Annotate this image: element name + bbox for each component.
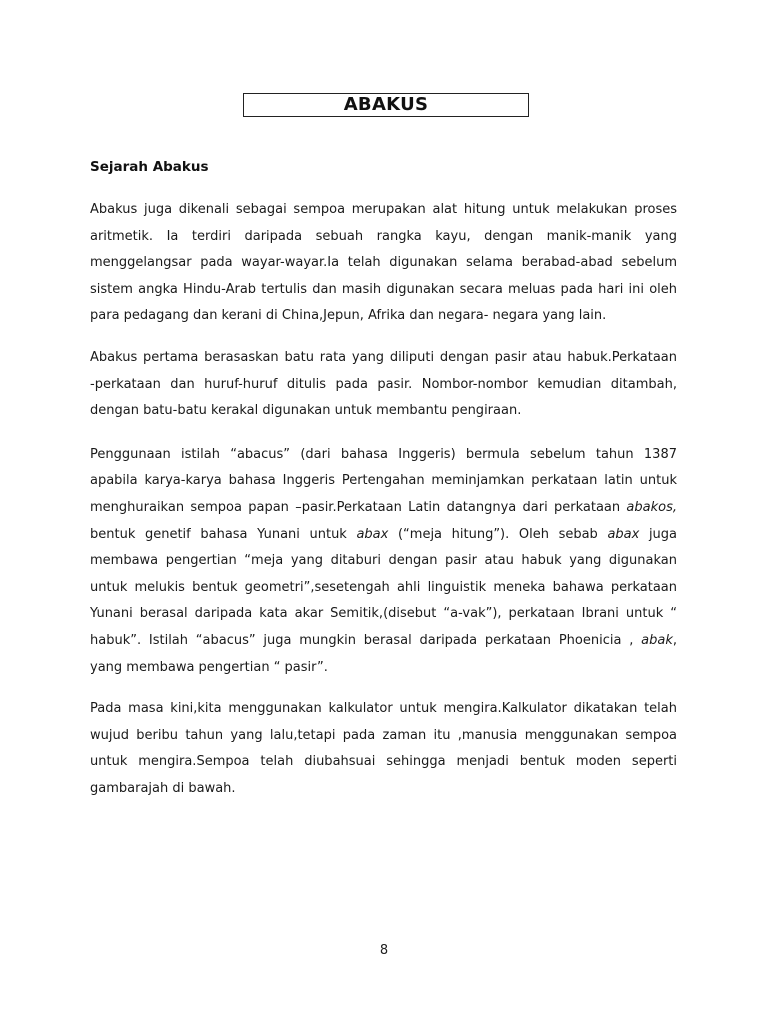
paragraph-3 xyxy=(90,442,677,681)
page-number: 8 xyxy=(379,943,389,958)
text-line: aritmetik. Ia terdiri daripada sebuah rangka kayu, dengan manik-manik yang xyxy=(90,228,677,244)
paragraph-2 xyxy=(90,345,677,425)
text-line: untuk mengira.Sempoa telah diubahsuai sehingga menjadi bentuk moden seperti xyxy=(90,754,677,770)
text-line xyxy=(90,495,677,522)
text-line: wujud beribu tahun yang lalu,tetapi pada zaman itu ,manusia menggunakan sempoa xyxy=(90,727,677,743)
paragraph-4 xyxy=(90,696,677,802)
body-text xyxy=(90,197,677,820)
text-run: habuk”. Istilah “abacus” juga mungkin berasal daripada perkataan Phoenicia , xyxy=(90,632,642,648)
text-line: dengan batu-batu kerakal digunakan untuk membantu pengiraan. xyxy=(90,403,522,419)
section-heading: Sejarah Abakus xyxy=(90,159,209,175)
page-title: ABAKUS xyxy=(243,93,529,117)
text-line xyxy=(90,628,677,655)
text-line: para pedagang dan kerani di China,Jepun, Afrika dan negara- negara yang lain. xyxy=(90,308,607,324)
text-line: gambarajah di bawah. xyxy=(90,780,236,796)
italic-term: abak xyxy=(641,632,673,648)
text-run: bentuk genetif bahasa Yunani untuk xyxy=(90,526,357,542)
text-line: Yunani berasal daripada kata akar Semitik,(disebut “a-vak”), perkataan Ibrani untuk “ xyxy=(90,606,677,622)
text-line xyxy=(90,522,677,549)
text-line: untuk melukis bentuk geometri”,sesetengah ahli linguistik meneka bahawa perkataan xyxy=(90,579,677,595)
text-run: menghuraikan sempoa papan –pasir.Perkataan Latin datangnya dari perkataan xyxy=(90,499,627,515)
text-line: menggelangsar pada wayar-wayar.Ia telah digunakan selama berabad-abad sebelum xyxy=(90,255,677,271)
text-run: (“meja hitung”). Oleh sebab xyxy=(388,526,608,542)
italic-term: abax xyxy=(607,526,640,542)
text-line: membawa pengertian “meja yang ditaburi dengan pasir atau habuk yang digunakan xyxy=(90,553,677,569)
text-line: Penggunaan istilah “abacus” (dari bahasa Inggeris) bermula sebelum tahun 1387 xyxy=(90,446,677,462)
text-line: yang membawa pengertian “ pasir”. xyxy=(90,659,328,675)
text-line: Abakus pertama berasaskan batu rata yang diliputi dengan pasir atau habuk.Perkataan xyxy=(90,349,677,365)
text-line: -perkataan dan huruf-huruf ditulis pada pasir. Nombor-nombor kemudian ditambah, xyxy=(90,376,677,392)
text-line: apabila karya-karya bahasa Inggeris Pertengahan meminjamkan perkataan latin untuk xyxy=(90,473,677,489)
text-line: sistem angka Hindu-Arab tertulis dan masih digunakan secara meluas pada hari ini oleh xyxy=(90,281,677,297)
text-line: Pada masa kini,kita menggunakan kalkulator untuk mengira.Kalkulator dikatakan telah xyxy=(90,701,677,717)
italic-term: abax xyxy=(356,526,389,542)
text-run: , xyxy=(672,632,677,648)
paragraph-1 xyxy=(90,197,677,330)
text-run: juga xyxy=(639,526,678,542)
italic-term: abakos, xyxy=(626,499,677,515)
text-line: Abakus juga dikenali sebagai sempoa merupakan alat hitung untuk melakukan proses xyxy=(90,202,677,217)
